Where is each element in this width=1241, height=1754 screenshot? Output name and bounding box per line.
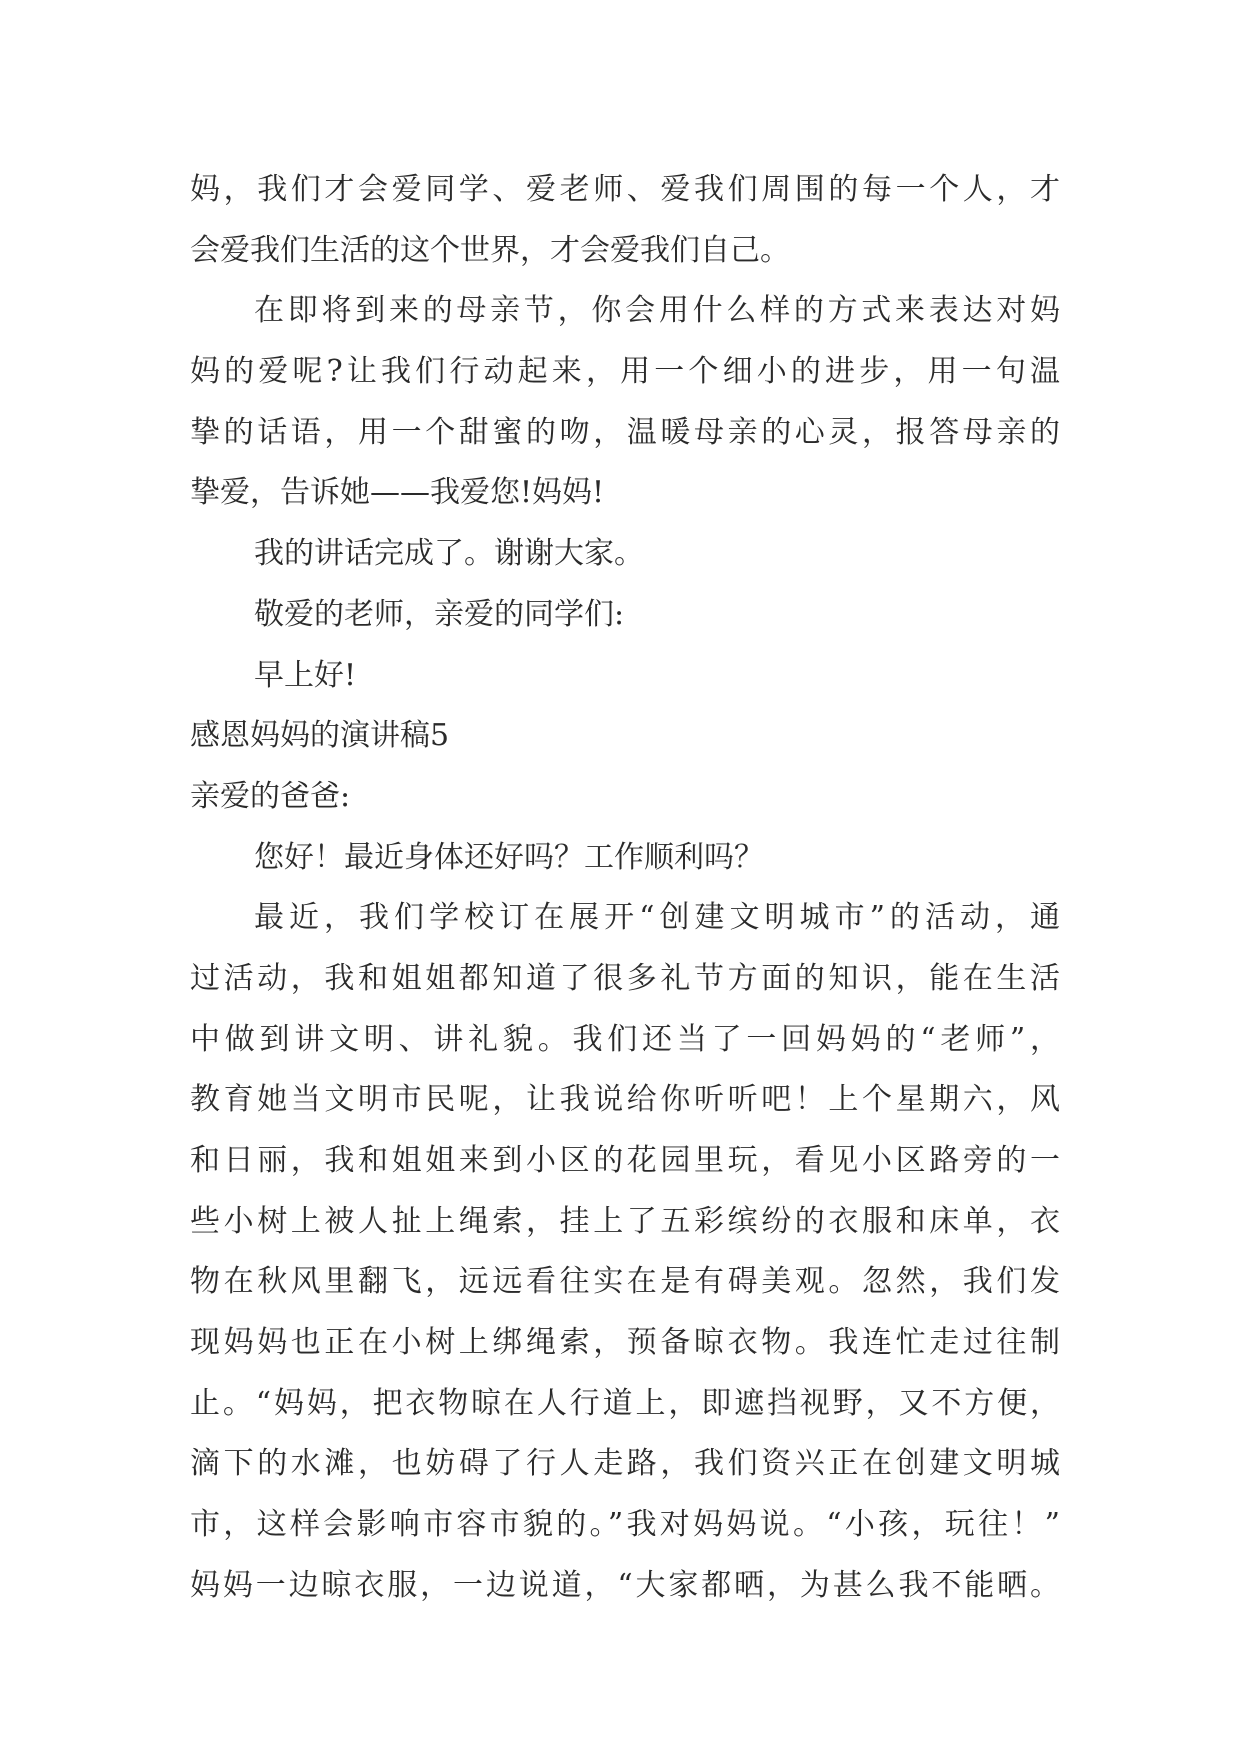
text-line: 妈，我们才会爱同学、爱老师、爱我们周围的每一个人，才 [190,172,1060,207]
text-line: 和日丽，我和姐姐来到小区的花园里玩，看见小区路旁的一 [190,1143,1060,1178]
text-line: 滴下的水滩，也妨碍了行人走路，我们资兴正在创建文明城 [190,1446,1060,1482]
text-line: 妈的爱呢?让我们行动起来，用一个细小的进步，用一句温 [190,354,1060,390]
text-line: 过活动，我和姐姐都知道了很多礼节方面的知识，能在生活 [190,960,1060,996]
document-body [190,160,1060,1617]
text-line: 市，这样会影响市容市貌的。”我对妈妈说。“小孩，玩往！” [190,1507,1060,1543]
text-line: 中做到讲文明、讲礼貌。我们还当了一回妈妈的“老师”， [190,1021,1060,1057]
text-line: 会爱我们生活的这个世界，才会爱我们自己。 [190,232,790,268]
text-line: 挚爱，告诉她——我爱您!妈妈! [190,475,605,511]
letter-salutation: 亲爱的爸爸: [190,778,351,814]
text-line: 在即将到来的母亲节，你会用什么样的方式来表达对妈 [254,293,1060,329]
text-line: 最近，我们学校订在展开“创建文明城市”的活动，通 [254,900,1060,936]
text-line: 教育她当文明市民呢，让我说给你听听吧！上个星期六，风 [190,1082,1060,1118]
text-line: 些小树上被人扯上绳索，挂上了五彩缤纷的衣服和床单，衣 [190,1203,1060,1239]
text-line: 您好！最近身体还好吗？工作顺利吗？ [254,839,764,875]
section-heading: 感恩妈妈的演讲稿5 [190,718,450,754]
text-line: 物在秋风里翻飞，远远看往实在是有碍美观。忽然，我们发 [190,1264,1060,1300]
text-line: 妈妈一边晾衣服，一边说道，“大家都晒，为甚么我不能晒。 [190,1567,1060,1603]
text-line: 早上好! [254,657,357,693]
text-line: 我的讲话完成了。谢谢大家。 [254,536,644,572]
text-line: 敬爱的老师，亲爱的同学们: [254,596,625,632]
text-line: 现妈妈也正在小树上绑绳索，预备晾衣物。我连忙走过往制 [190,1325,1060,1361]
text-line: 止。“妈妈，把衣物晾在人行道上，即遮挡视野，又不方便， [190,1385,1060,1421]
text-line: 挚的话语，用一个甜蜜的吻，温暖母亲的心灵，报答母亲的 [190,414,1060,450]
